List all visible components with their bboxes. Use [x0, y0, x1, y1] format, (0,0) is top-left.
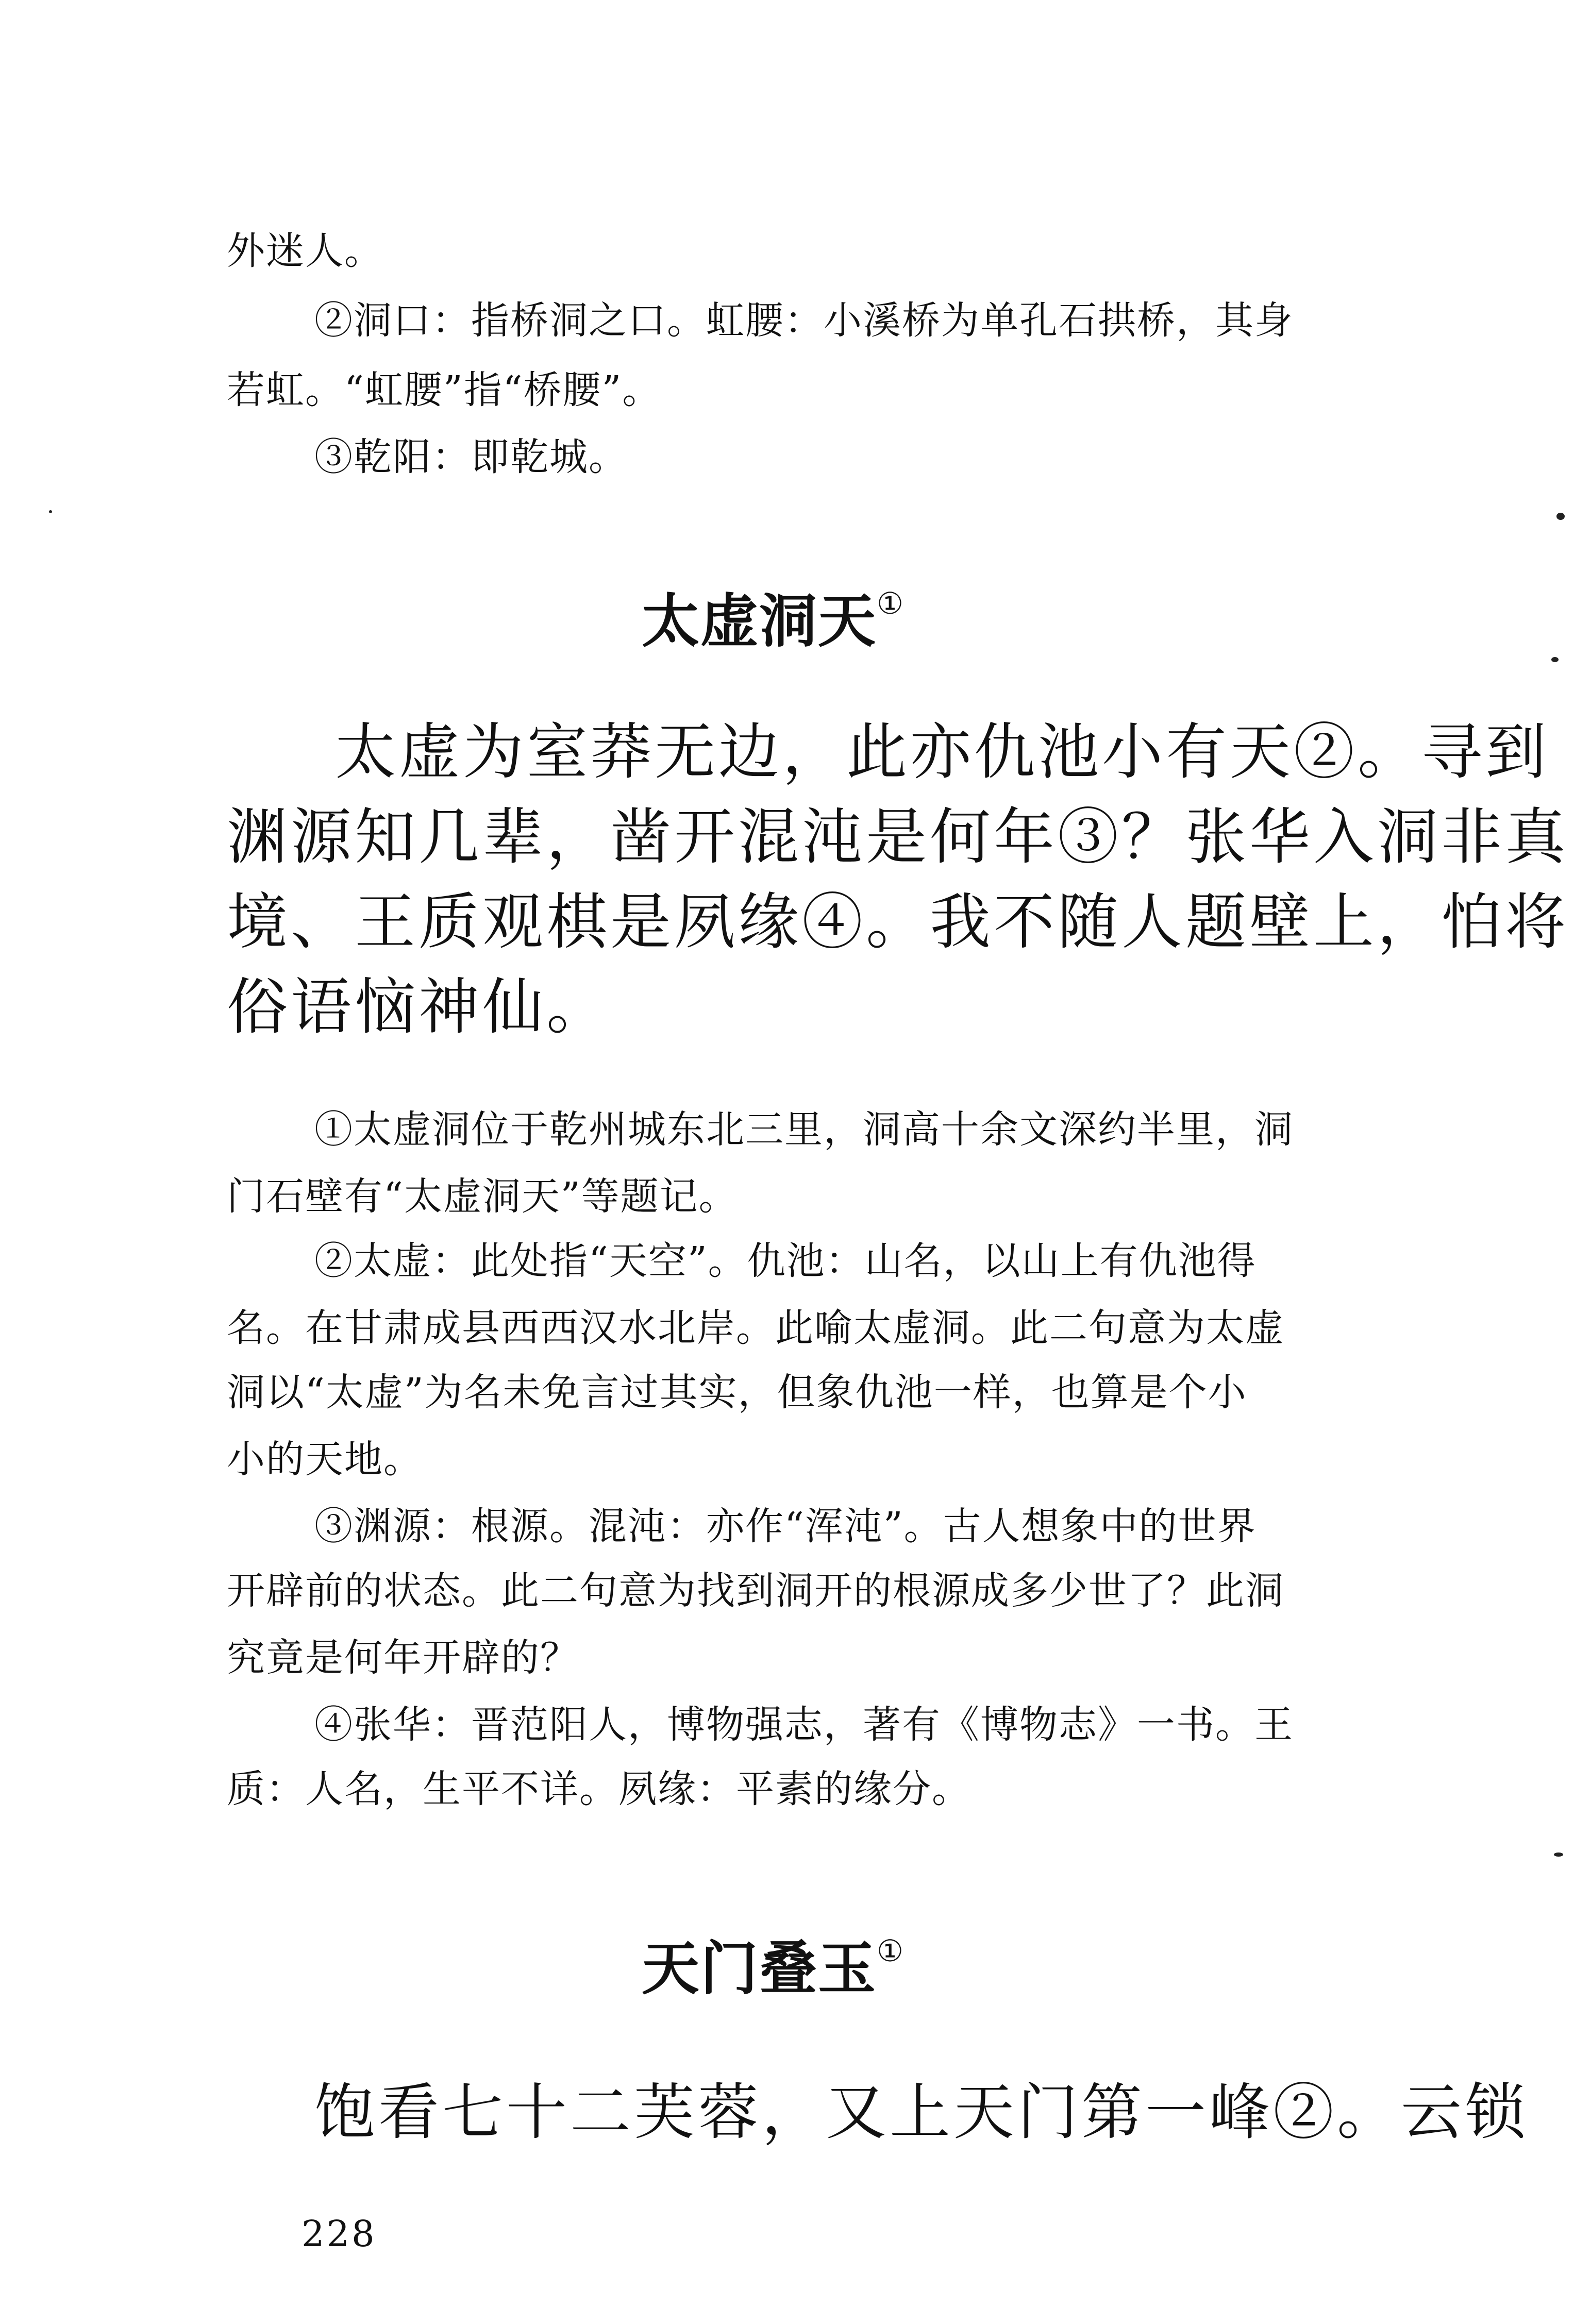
poem-line: 渊源知几辈，凿开混沌是何年③？张华入洞非真: [227, 801, 1569, 872]
section-title-text: 天门叠玉: [642, 1935, 877, 2002]
footnote-mark: ①: [877, 1933, 905, 1968]
note-line: 若虹。“虹腰”指“桥腰”。: [227, 368, 662, 412]
poem-line: 俗语恼神仙。: [227, 971, 611, 1042]
note-line: 门石壁有“太虚洞天”等题记。: [227, 1174, 738, 1219]
poem-line: 饱看七十二芙蓉，又上天门第一峰②。云锁: [314, 2077, 1529, 2148]
note-line: ③乾阳：即乾城。: [314, 435, 628, 479]
section-title: [642, 586, 905, 655]
scan-speck: [49, 510, 52, 513]
note-line: ③渊源：根源。混沌：亦作“浑沌”。古人想象中的世界: [314, 1504, 1257, 1548]
section-title: [642, 1933, 905, 2002]
scan-speck: [1554, 1853, 1563, 1857]
note-line: 小的天地。: [227, 1437, 423, 1481]
scan-speck: [1551, 657, 1559, 662]
poem-line: 太虚为室莽无边，此亦仇池小有天②。寻到: [335, 716, 1550, 787]
note-line: 外迷人。: [227, 229, 383, 273]
note-line: ④张华：晋范阳人，博物强志，著有《博物志》一书。王: [314, 1703, 1294, 1747]
note-line: ②洞口：指桥洞之口。虹腰：小溪桥为单孔石拱桥，其身: [314, 298, 1294, 343]
note-line: 名。在甘肃成县西西汉水北岸。此喻太虚洞。此二句意为太虚: [227, 1306, 1284, 1350]
poem-line: 境、王质观棋是夙缘④。我不随人题壁上，怕将: [227, 886, 1569, 957]
section-title-text: 太虚洞天: [642, 588, 877, 655]
note-line: ①太虚洞位于乾州城东北三里，洞高十余文深约半里，洞: [314, 1107, 1294, 1152]
scan-speck: [1556, 513, 1565, 520]
footnote-mark: ①: [877, 586, 905, 621]
note-line: 开辟前的状态。此二句意为找到洞开的根源成多少世了？此洞: [227, 1569, 1284, 1613]
note-line: 质：人名，生平不详。夙缘：平素的缘分。: [227, 1767, 971, 1811]
note-line: 究竟是何年开辟的？: [227, 1636, 579, 1680]
note-line: 洞以“太虚”为名未免言过其实，但象仇池一样，也算是个小: [227, 1370, 1247, 1414]
note-line: ②太虚：此处指“天空”。仇池：山名，以山上有仇池得: [314, 1239, 1257, 1283]
page-number: 228: [302, 2213, 377, 2255]
